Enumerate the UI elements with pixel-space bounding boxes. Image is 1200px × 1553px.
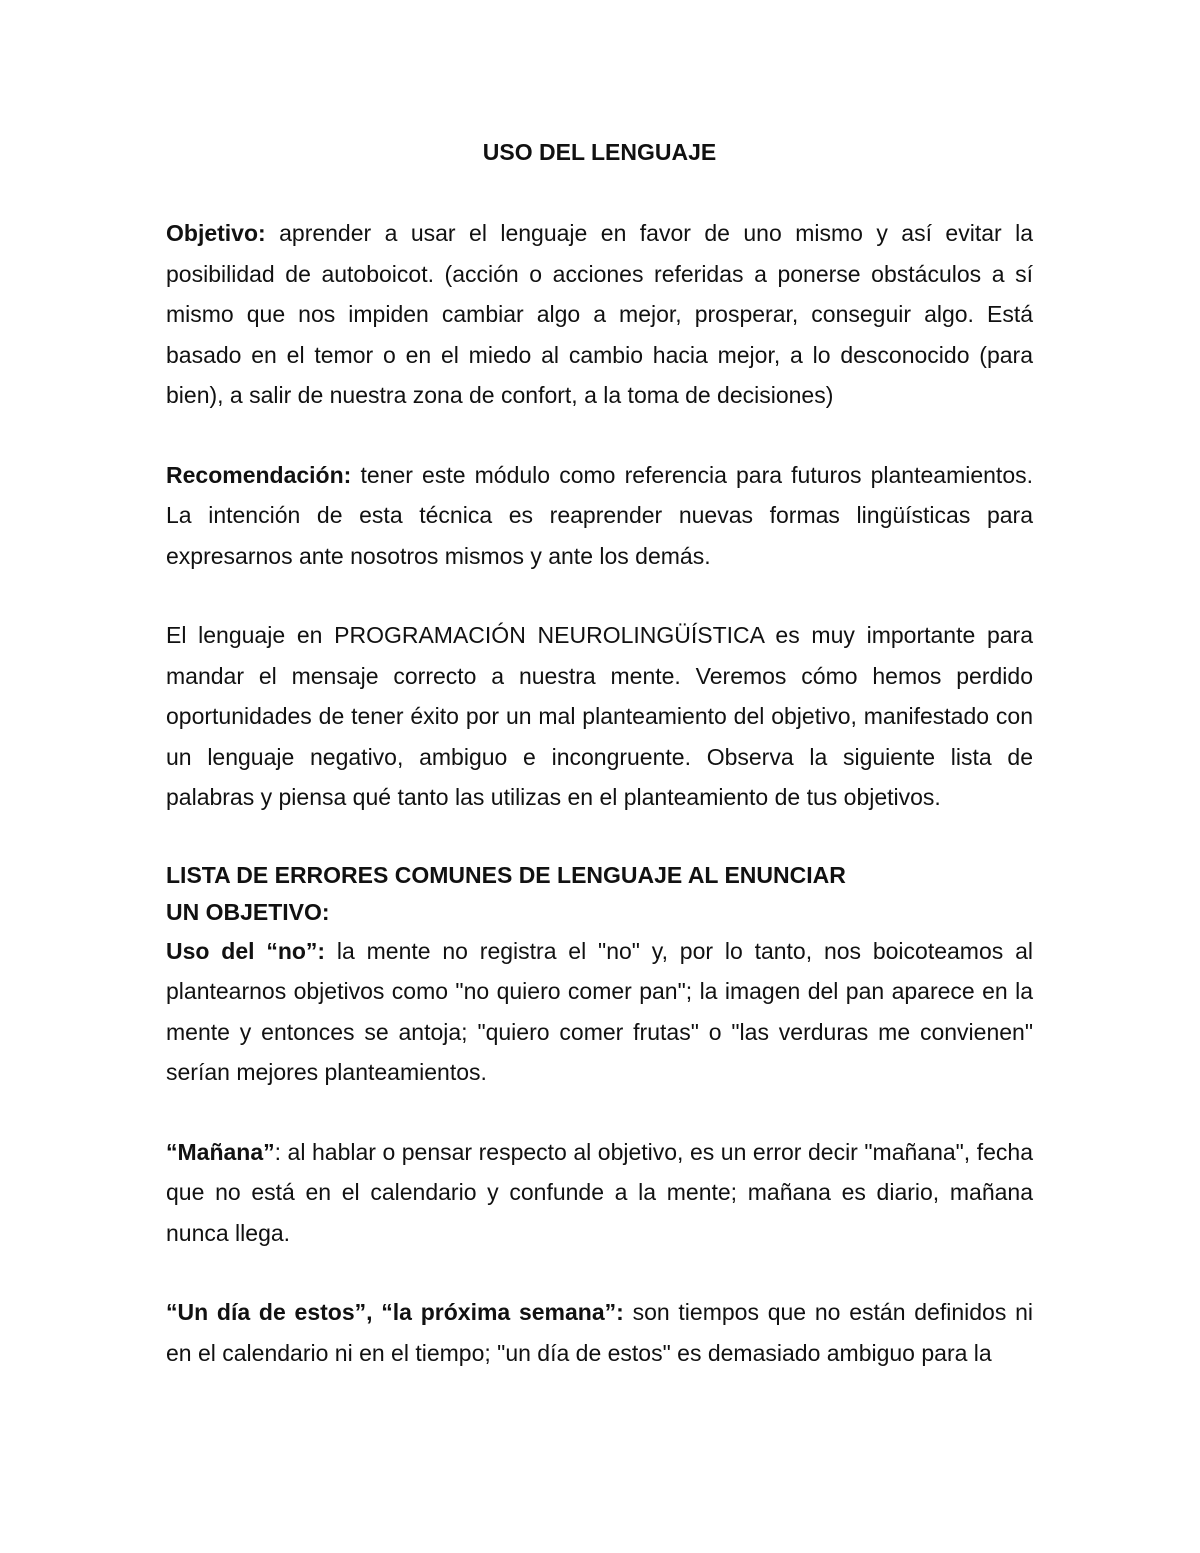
- objetivo-label: Objetivo:: [166, 220, 266, 246]
- pnl-paragraph: El lenguaje en PROGRAMACIÓN NEUROLINGÜÍSTICA es muy importante para mandar el mensaje correcto a nuestra mente. Veremos cómo hemos perdido oportunidades de tener éxito por un mal planteamiento del objetivo, manifestado con un lenguaje negativo, ambiguo e incongruente. Observa la siguiente lista de palabras y piensa qué tanto las utilizas en el planteamiento de tus objetivos.: [166, 622, 1033, 810]
- uso-del-no-label: Uso del “no”:: [166, 937, 326, 964]
- document-page: [166, 132, 1033, 1373]
- un-dia-label: “Un día de estos”, “la próxima semana”:: [166, 1299, 624, 1325]
- uso-del-no-paragraph: [166, 931, 1033, 1093]
- list-heading-line-2: UN OBJETIVO:: [166, 898, 330, 925]
- un-dia-paragraph: [166, 1292, 1033, 1373]
- manana-text: : al hablar o pensar respecto al objetivo, es un error decir "mañana", fecha que no está en el calendario y confunde a la mente; mañana es diario, mañana nunca llega.: [166, 1138, 1033, 1246]
- objetivo-text: aprender a usar el lenguaje en favor de uno mismo y así evitar la posibilidad de autoboicot. (acción o acciones referidas a ponerse obstáculos a sí mismo que nos impiden cambiar algo a mejor, prosperar, conseguir algo. Está basado en el temor o en el miedo al cambio hacia mejor, a lo desconocido (para bien), a salir de nuestra zona de confort, a la toma de decisiones): [166, 220, 1033, 408]
- manana-paragraph: [166, 1132, 1033, 1254]
- list-heading-line-1: LISTA DE ERRORES COMUNES DE LENGUAJE AL ENUNCIAR: [166, 861, 846, 888]
- recomendacion-text: tener este módulo como referencia para futuros planteamientos. La intención de esta técnica es reaprender nuevas formas lingüísticas para expresarnos ante nosotros mismos y ante los demás.: [166, 461, 1033, 569]
- document-title: USO DEL LENGUAJE: [482, 139, 717, 165]
- un-dia-text: son tiempos que no están definidos ni en el calendario ni en el tiempo; "un día de estos" es demasiado ambiguo para la: [166, 1299, 1033, 1366]
- objetivo-paragraph: [166, 213, 1033, 416]
- recomendacion-label: Recomendación:: [166, 461, 352, 488]
- uso-del-no-text: la mente no registra el "no" y, por lo tanto, nos boicoteamos al plantearnos objetivos como "no quiero comer pan"; la imagen del pan aparece en la mente y entonces se antoja; "quiero comer frutas" o "las verduras me convienen" serían mejores planteamientos.: [166, 937, 1033, 1085]
- recomendacion-paragraph: [166, 455, 1033, 577]
- manana-label: “Mañana”: [166, 1138, 275, 1165]
